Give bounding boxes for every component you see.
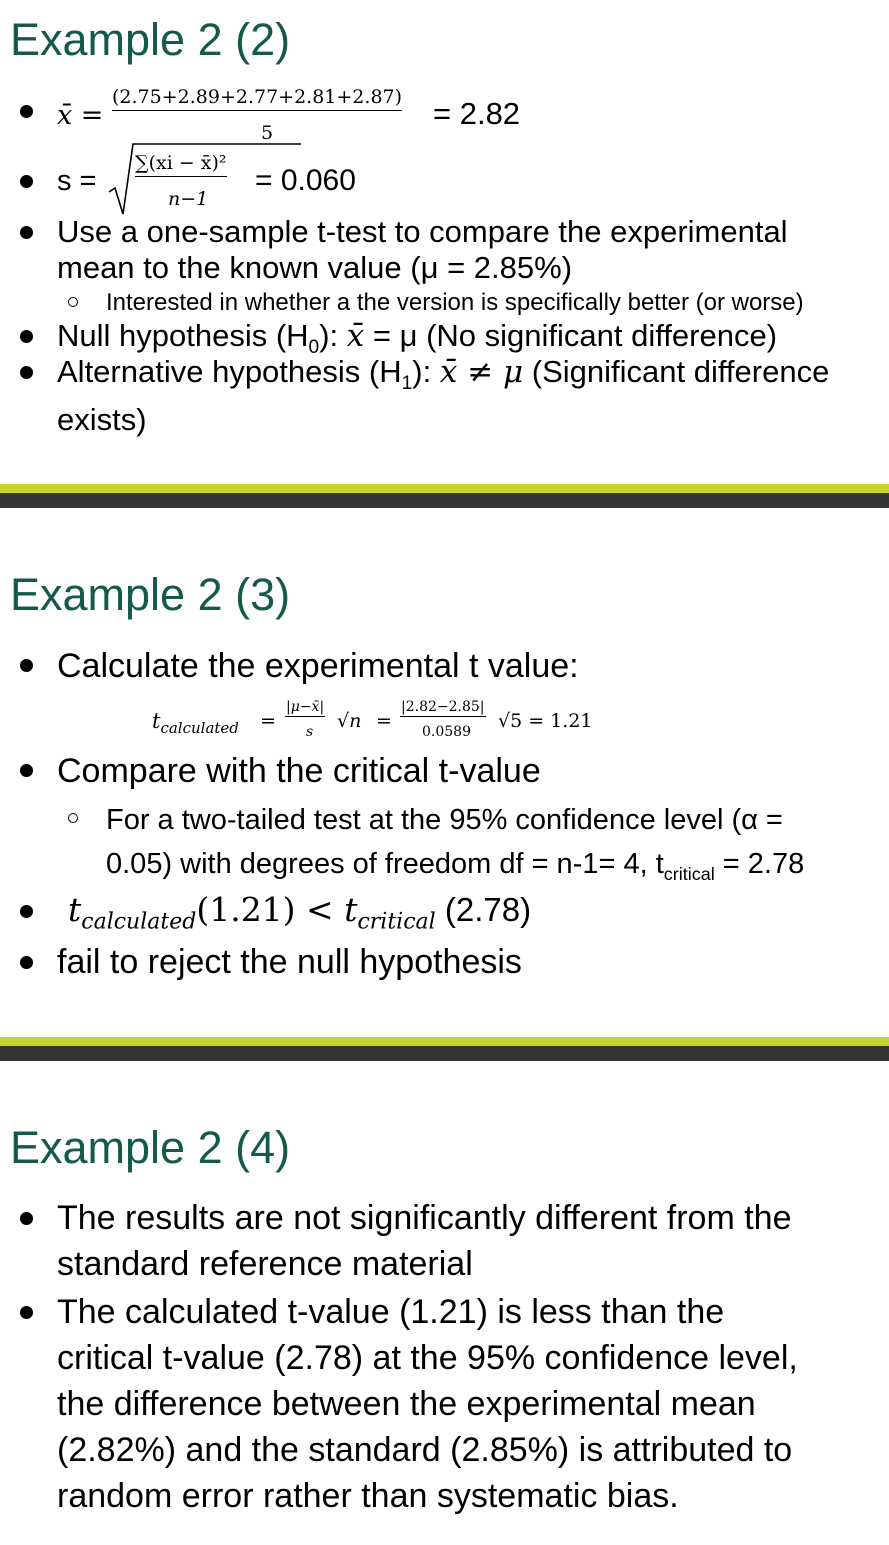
subscript: calculated	[160, 719, 239, 738]
sd-denominator: n−1	[168, 188, 209, 210]
equals: =	[376, 710, 392, 732]
bullet	[20, 1212, 33, 1225]
bullet	[20, 226, 33, 239]
text-line: exists)	[57, 402, 147, 438]
bullet	[20, 905, 33, 918]
sub-bullet-text	[106, 798, 804, 896]
text-line: The results are not significantly different from the	[57, 1199, 792, 1237]
math: (1.21) <	[196, 890, 345, 929]
text: ):	[412, 354, 440, 389]
text-line: standard reference material	[57, 1245, 473, 1283]
math: t	[68, 890, 82, 929]
text: (Significant difference	[523, 354, 830, 389]
bullet	[20, 105, 33, 118]
mean-result: = 2.82	[433, 96, 521, 131]
mean-denominator: 5	[261, 122, 274, 144]
slide-divider	[0, 484, 889, 508]
subscript: critical	[357, 909, 436, 935]
sd-lhs: s =	[57, 165, 97, 197]
sd-numerator: ∑(xi − x̄)²	[135, 152, 227, 177]
text-line: mean to the known value (μ = 2.85%)	[57, 250, 573, 285]
bullet-text: fail to reject the null hypothesis	[57, 943, 522, 981]
math: t	[152, 709, 161, 733]
t-comparison	[68, 888, 531, 945]
slide-title: Example 2 (4)	[10, 1122, 291, 1173]
sd-formula	[57, 140, 387, 220]
subscript: critical	[663, 863, 715, 884]
text-line: random error rather than systematic bias.	[57, 1477, 679, 1515]
text: ):	[319, 318, 347, 353]
slide-example-2-3	[0, 508, 889, 1037]
text-line: the difference between the experimental mean	[57, 1385, 756, 1423]
bullet	[20, 659, 33, 672]
ttest-text	[57, 214, 788, 286]
slide-divider	[0, 1037, 889, 1061]
frac-den: 0.0589	[422, 724, 471, 740]
bullet	[20, 175, 33, 188]
math: x̄ ≠ μ	[439, 354, 524, 390]
subscript: 1	[401, 373, 413, 395]
text: Alternative hypothesis (H	[57, 354, 402, 389]
text-line: The calculated t-value (1.21) is less than the	[57, 1293, 725, 1331]
text: = 2.78	[714, 848, 805, 880]
text: 0.05) with degrees of freedom df = n-1= 4, t	[106, 848, 664, 880]
text: Null hypothesis (H	[57, 318, 309, 353]
equals: =	[260, 710, 276, 732]
text-line: (2.82%) and the standard (2.85%) is attributed to	[57, 1431, 793, 1469]
bullet	[20, 330, 33, 343]
subscript: calculated	[81, 909, 197, 935]
bullet-text: Calculate the experimental t value:	[57, 647, 579, 685]
slide-title: Example 2 (3)	[10, 569, 291, 620]
text: = μ (No significant difference)	[364, 318, 778, 353]
text-line: critical t-value (2.78) at the 95% confidence level,	[57, 1339, 798, 1377]
slide-example-2-2	[0, 0, 889, 484]
math: x̄	[346, 318, 365, 354]
math: t	[344, 890, 358, 929]
sub-bullet-text: Interested in whether a the version is specifically better (or worse)	[106, 289, 804, 316]
sub-bullet	[68, 297, 78, 307]
text: (2.78)	[435, 891, 532, 928]
bullet	[20, 1306, 33, 1319]
text-line: Use a one-sample t-test to compare the experimental	[57, 214, 788, 249]
frac-num: |μ−x̄|	[286, 699, 325, 715]
slide-title: Example 2 (2)	[10, 14, 291, 65]
bullet	[20, 366, 33, 379]
sqrt-result: √5 = 1.21	[498, 710, 593, 732]
subscript: 0	[308, 337, 320, 359]
mean-lhs: x̄ =	[57, 100, 104, 131]
text-line: For a two-tailed test at the 95% confidence level (α =	[106, 804, 783, 836]
alt-hypothesis	[57, 354, 829, 438]
sub-bullet	[68, 813, 78, 823]
sd-result: = 0.060	[255, 164, 356, 197]
bullet	[20, 956, 33, 969]
frac-num: |2.82−2.85|	[401, 699, 485, 715]
bullet-text	[57, 1289, 798, 1519]
bullet	[20, 764, 33, 777]
bullet-text	[57, 1195, 792, 1287]
bullet-text: Compare with the critical t-value	[57, 752, 541, 790]
sqrt-n: √n	[337, 710, 362, 732]
slide-example-2-4	[0, 1061, 889, 1545]
frac-den: s	[306, 724, 314, 740]
mean-numerator: (2.75+2.89+2.77+2.81+2.87)	[112, 86, 402, 111]
